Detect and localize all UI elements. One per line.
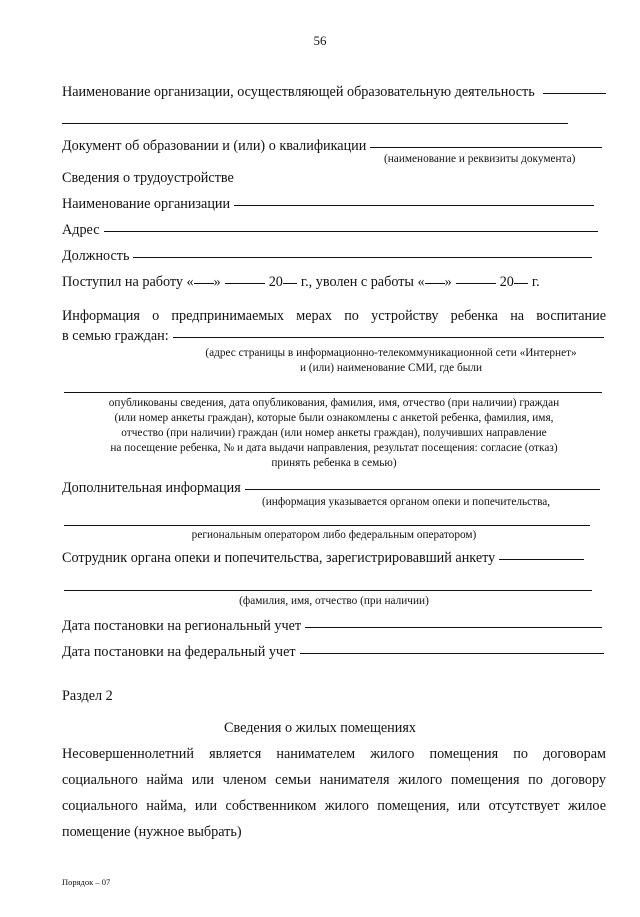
section-label: Раздел 2 (62, 688, 113, 704)
doc-label: Документ об образовании и (или) о квалификации (62, 138, 367, 154)
federal-label: Дата постановки на федеральный учет (62, 644, 296, 660)
extra-note2: региональным оператором либо федеральным оператором) (191, 529, 477, 541)
measures-line1: Информация о предпринимаемых мерах по устройству ребенка на воспитание (62, 308, 606, 324)
pub-note4: на посещение ребенка, № и дата выдачи направления, результат посещения: согласие (отказ) (110, 442, 558, 454)
extra-note1: (информация указывается органом опеки и попечительства, (262, 496, 551, 508)
measures-row: в семью граждан: (62, 328, 604, 345)
housing-line: помещение (нужное выбрать) (62, 824, 242, 840)
position-label: Должность (62, 248, 130, 264)
fired-day-field[interactable] (425, 282, 445, 284)
officer-row (62, 550, 584, 567)
position-row (62, 248, 592, 265)
pub-note1: опубликованы сведения, дата опубликования, фамилия, имя, отчество (при наличии) граждан (108, 397, 560, 409)
hired-day-field[interactable] (194, 282, 214, 284)
housing-paragraph (62, 741, 606, 845)
housing-heading: Сведения о жилых помещениях (224, 720, 416, 736)
footer-code: Порядок – 07 (62, 877, 111, 887)
regional-row (62, 618, 602, 635)
org-name-field-line2[interactable] (62, 123, 568, 124)
officer-label: Сотрудник органа опеки и попечительства, зарегистрировавший анкету (62, 550, 496, 566)
officer-note: (фамилия, имя, отчество (при наличии) (239, 595, 429, 607)
officer-field[interactable] (499, 558, 584, 560)
measures-note2: и (или) наименование СМИ, где были (299, 362, 483, 374)
housing-line: Несовершеннолетний является нанимателем жилого помещения по договорам (62, 746, 606, 762)
fired-year-field[interactable] (514, 282, 528, 284)
employer-label: Наименование организации (62, 196, 231, 212)
position-field[interactable] (133, 256, 592, 258)
measures-field[interactable] (173, 336, 604, 338)
address-row (62, 222, 598, 239)
employment-heading: Сведения о трудоустройстве (62, 170, 234, 186)
extra-field-line2[interactable] (64, 525, 590, 526)
address-field[interactable] (104, 230, 598, 232)
extra-field[interactable] (245, 488, 600, 490)
housing-line: социального найма, или собственником жилого помещения, или отсутствует жилое (62, 798, 606, 814)
employer-field[interactable] (234, 204, 594, 206)
fired-month-field[interactable] (456, 282, 496, 284)
pub-note3: отчество (при наличии) граждан (или номер анкеты граждан), получивших направление (121, 427, 547, 439)
hired-month-field[interactable] (225, 282, 265, 284)
hired-row: Поступил на работу « » 20 г., уволен с работы « » 20 г. (62, 274, 540, 290)
regional-label: Дата постановки на региональный учет (62, 618, 302, 634)
hired-year-field[interactable] (283, 282, 297, 284)
publication-field[interactable] (64, 392, 602, 393)
page-number: 56 (313, 33, 327, 48)
org-name-row (62, 84, 606, 101)
housing-line: социального найма или членом семьи нанимателя жилого помещения по договору (62, 772, 606, 788)
employer-row (62, 196, 594, 213)
address-label: Адрес (62, 222, 100, 238)
org-name-label: Наименование организации, осуществляющей образовательную деятельность (62, 84, 535, 100)
measures-note1: (адрес страницы в информационно-телекоммуникационной сети «Интернет» (205, 347, 577, 359)
pub-note5: принять ребенка в семью) (271, 457, 397, 469)
extra-label: Дополнительная информация (62, 480, 241, 496)
federal-row (62, 644, 604, 661)
doc-field[interactable] (370, 146, 602, 148)
pub-note2: (или номер анкеты граждан), которые были ознакомлены с анкетой ребенка, фамилия, имя, (114, 412, 554, 424)
doc-note: (наименование и реквизиты документа) (384, 153, 576, 165)
regional-date-field[interactable] (305, 626, 602, 628)
org-name-field[interactable] (543, 92, 606, 94)
federal-date-field[interactable] (300, 652, 604, 654)
officer-field-line2[interactable] (64, 590, 592, 591)
